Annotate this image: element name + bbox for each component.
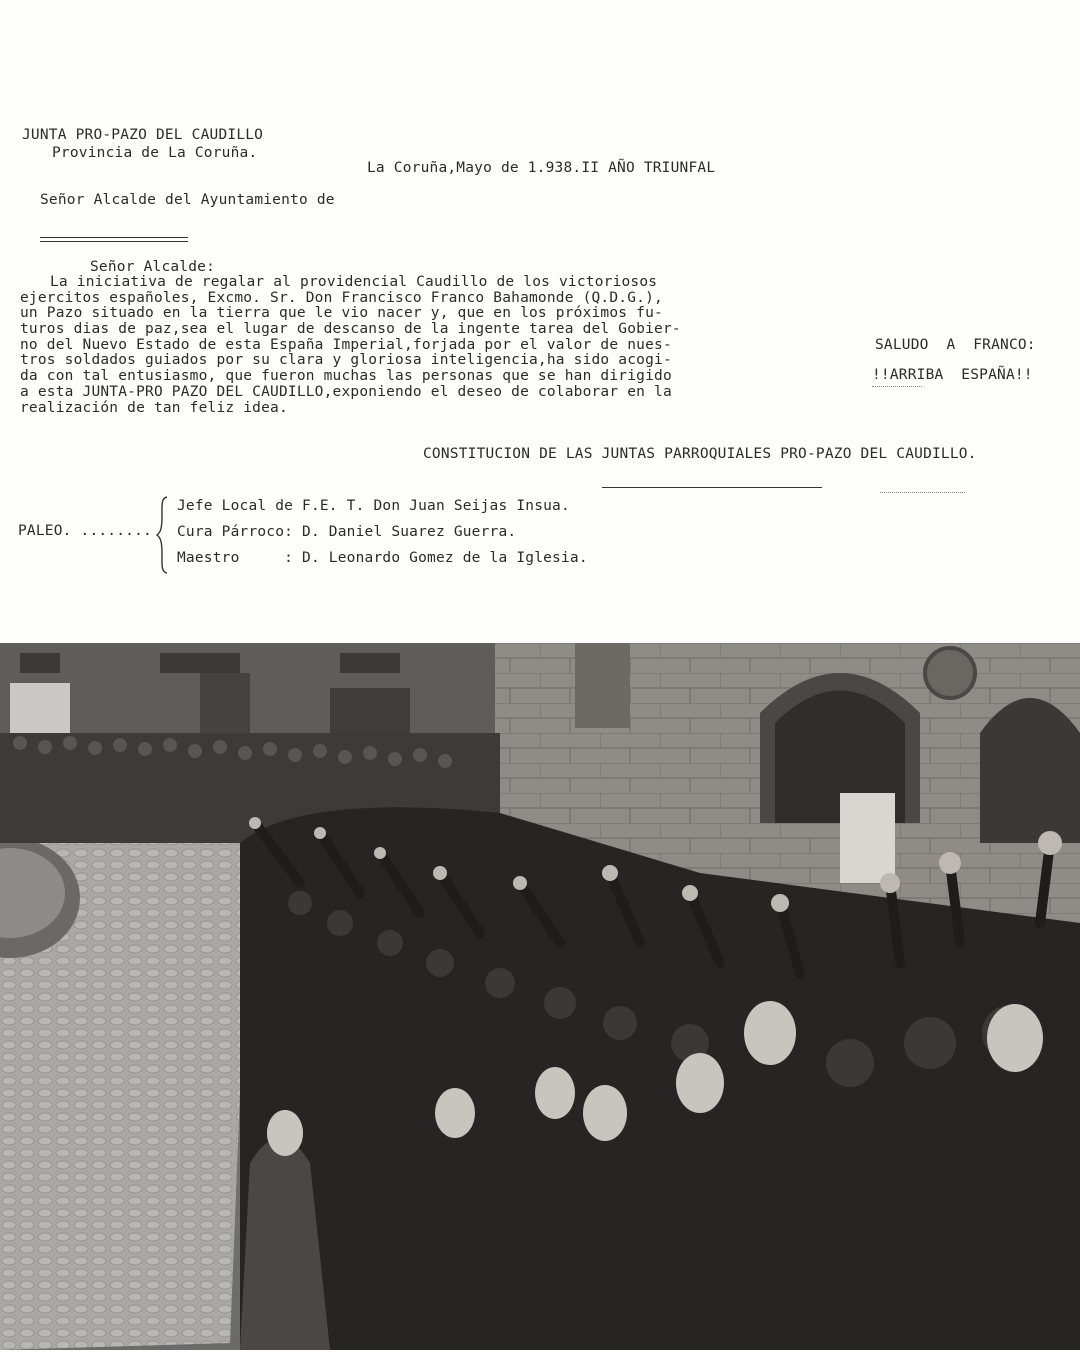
body-line: turos dias de paz,sea el lugar de descanso de la ingente tarea del Gobier- [20,321,681,337]
body-line: ejercitos españoles, Excmo. Sr. Don Francisco Franco Bahamonde (Q.D.G.), [20,290,663,306]
body-line: tros soldados guiados por su clara y gloriosa inteligencia,ha sido acogi- [20,352,672,368]
typing-mark [880,492,965,493]
body-line: no del Nuevo Estado de esta España Imperial,forjada por el valor de nues- [20,337,672,353]
typing-mark [872,386,922,387]
body-line: realización de tan feliz idea. [20,400,288,416]
letter-date: La Coruña,Mayo de 1.938.II AÑO TRIUNFAL [367,160,716,176]
letter-recipient: Señor Alcalde del Ayuntamiento de [40,192,335,208]
body-line: da con tal entusiasmo, que fueron muchas las personas que se han dirigido [20,368,672,384]
heading-underline [602,487,822,488]
member-line: Cura Párroco: D. Daniel Suarez Guerra. [177,524,517,540]
body-line: a esta JUNTA-PRO PAZO DEL CAUDILLO,exponiendo el deseo de colaborar en la [20,384,672,400]
body-line: un Pazo situado en la tierra que le vio nacer y, que en los próximos fu- [20,305,663,321]
closing-cheer: !!ARRIBA ESPAÑA!! [872,367,1033,383]
closing-salute: SALUDO A FRANCO: [875,337,1036,353]
body-line: La iniciativa de regalar al providencial Caudillo de los victoriosos [50,274,658,290]
member-line: Jefe Local de F.E. T. Don Juan Seijas Insua. [177,498,570,514]
photo-drawing [0,643,1080,1350]
letter-salutation: Señor Alcalde: [90,259,216,275]
org-name: JUNTA PRO-PAZO DEL CAUDILLO [22,127,264,143]
section-heading: CONSTITUCION DE LAS JUNTAS PARROQUIALES PRO-PAZO DEL CAUDILLO. [423,446,977,462]
parish-label: PALEO. ........ [18,523,152,539]
typed-letter [0,0,1080,640]
recipient-underline [40,237,188,242]
member-line: Maestro : D. Leonardo Gomez de la Iglesia. [177,550,588,566]
brace-icon [156,496,170,574]
crowd-salute-photo [0,643,1080,1350]
org-province: Provincia de La Coruña. [52,145,258,161]
